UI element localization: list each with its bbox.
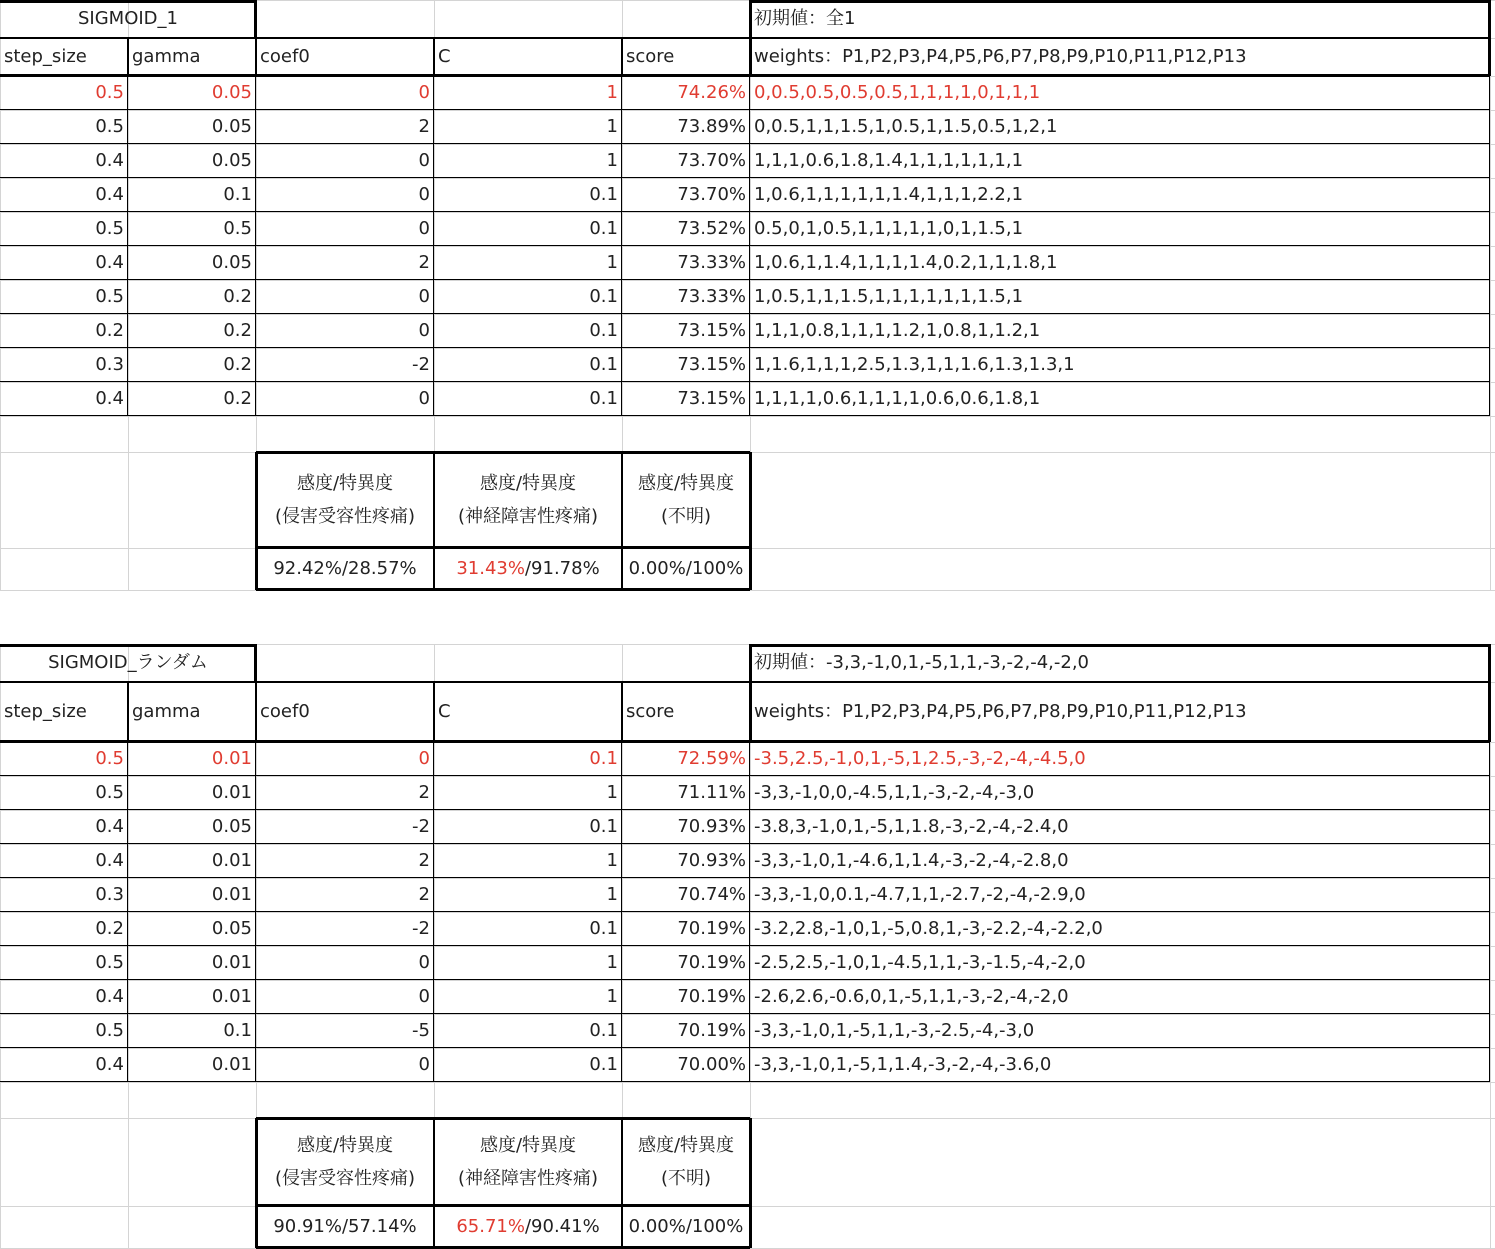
cell-score: 73.89% xyxy=(677,116,746,137)
cell-C: 1 xyxy=(606,82,618,103)
cell-gamma: 0.1 xyxy=(223,184,252,205)
cell-step-size: 0.5 xyxy=(95,952,124,973)
column-header-coef0: coef0 xyxy=(260,701,310,722)
cell-gamma: 0.05 xyxy=(211,252,252,273)
cell-score: 73.15% xyxy=(677,354,746,375)
cell-C: 0.1 xyxy=(589,354,618,375)
cell-C: 0.1 xyxy=(589,1020,618,1041)
border-line xyxy=(621,38,623,76)
summary-value xyxy=(622,1206,750,1248)
cell-gamma: 0.1 xyxy=(223,1020,252,1041)
cell-step-size: 0.2 xyxy=(95,320,124,341)
cell-C: 1 xyxy=(606,850,618,871)
border-line xyxy=(0,843,1490,844)
column-header-gamma: gamma xyxy=(132,46,201,67)
border-line xyxy=(750,644,1490,647)
summary-header-line: (神経障害性疼痛) xyxy=(457,1168,599,1189)
cell-step-size: 0.5 xyxy=(95,782,124,803)
cell-step-size: 0.5 xyxy=(95,218,124,239)
cell-weights: -3,3,-1,0,1,-4.6,1,1.4,-3,-2,-4,-2.8,0 xyxy=(754,850,1069,871)
cell-weights: -3.8,3,-1,0,1,-5,1,1.8,-3,-2,-4,-2.4,0 xyxy=(754,816,1069,837)
cell-score: 70.19% xyxy=(677,918,746,939)
cell-weights: -3.5,2.5,-1,0,1,-5,1,2.5,-3,-2,-4,-4.5,0 xyxy=(754,748,1086,769)
cell-score: 70.00% xyxy=(677,1054,746,1075)
border-line xyxy=(0,1081,1490,1082)
cell-C: 0.1 xyxy=(589,184,618,205)
summary-header xyxy=(434,1118,622,1206)
border-line xyxy=(621,682,623,742)
cell-step-size: 0.2 xyxy=(95,918,124,939)
column-header-score: score xyxy=(626,46,675,67)
border-line xyxy=(1489,76,1490,416)
cell-C: 1 xyxy=(606,884,618,905)
summary-header-line: 感度/特異度 xyxy=(637,1135,735,1156)
cell-score: 73.15% xyxy=(677,320,746,341)
border-line xyxy=(255,1118,258,1248)
cell-coef0: 0 xyxy=(418,1054,430,1075)
cell-score: 70.19% xyxy=(677,1020,746,1041)
cell-weights: -3,3,-1,0,1,-5,1,1,-3,-2.5,-4,-3,0 xyxy=(754,1020,1035,1041)
cell-C: 1 xyxy=(606,252,618,273)
border-line xyxy=(621,76,622,416)
summary-header-line: 感度/特異度 xyxy=(479,1135,577,1156)
cell-gamma: 0.2 xyxy=(223,388,252,409)
border-line xyxy=(0,313,1490,314)
border-line xyxy=(255,742,256,1082)
cell-coef0: 2 xyxy=(418,782,430,803)
cell-coef0: -2 xyxy=(412,354,430,375)
cell-weights: 1,1.6,1,1,1,2.5,1.3,1,1,1.6,1.3,1.3,1 xyxy=(754,354,1075,375)
cell-coef0: -2 xyxy=(412,918,430,939)
cell-score: 73.52% xyxy=(677,218,746,239)
cell-C: 0.1 xyxy=(589,918,618,939)
column-header-step_size: step_size xyxy=(4,46,87,67)
summary-value xyxy=(434,1206,622,1248)
border-line xyxy=(0,644,256,647)
column-header-weights: weights：P1,P2,P3,P4,P5,P6,P7,P8,P9,P10,P11,P12,P13 xyxy=(754,46,1247,67)
border-line xyxy=(256,1204,750,1207)
border-line xyxy=(0,1047,1490,1048)
cell-step-size: 0.4 xyxy=(95,816,124,837)
cell-step-size: 0.4 xyxy=(95,986,124,1007)
border-line xyxy=(256,546,750,549)
cell-C: 0.1 xyxy=(589,320,618,341)
cell-weights: 1,1,1,0.8,1,1,1,1.2,1,0.8,1,1.2,1 xyxy=(754,320,1041,341)
border-line xyxy=(0,143,1490,144)
border-line xyxy=(0,0,256,3)
summary-value xyxy=(622,548,750,590)
border-line xyxy=(749,452,752,590)
cell-coef0: -5 xyxy=(412,1020,430,1041)
border-line xyxy=(256,588,750,591)
cell-weights: -3,3,-1,0,0,-4.5,1,1,-3,-2,-4,-3,0 xyxy=(754,782,1035,803)
cell-gamma: 0.5 xyxy=(223,218,252,239)
column-header-coef0: coef0 xyxy=(260,46,310,67)
cell-weights: 1,0.5,1,1,1.5,1,1,1,1,1,1,1.5,1 xyxy=(754,286,1024,307)
border-line xyxy=(749,742,750,1082)
border-line xyxy=(433,682,435,742)
cell-coef0: 0 xyxy=(418,748,430,769)
cell-coef0: 0 xyxy=(418,986,430,1007)
border-line xyxy=(749,76,750,416)
cell-C: 0.1 xyxy=(589,1054,618,1075)
cell-weights: 0,0.5,0.5,0.5,0.5,1,1,1,1,0,1,1,1 xyxy=(754,82,1041,103)
border-line xyxy=(749,1118,752,1248)
cell-gamma: 0.05 xyxy=(211,116,252,137)
cell-step-size: 0.4 xyxy=(95,184,124,205)
border-line xyxy=(621,742,622,1082)
cell-weights: 0,0.5,1,1,1.5,1,0.5,1,1.5,0.5,1,2,1 xyxy=(754,116,1058,137)
cell-step-size: 0.5 xyxy=(95,116,124,137)
border-line xyxy=(127,38,129,76)
summary-value xyxy=(256,548,434,590)
cell-coef0: 0 xyxy=(418,218,430,239)
cell-C: 1 xyxy=(606,150,618,171)
cell-weights: 1,1,1,0.6,1.8,1.4,1,1,1,1,1,1,1 xyxy=(754,150,1024,171)
cell-score: 70.19% xyxy=(677,986,746,1007)
cell-weights: -3,3,-1,0,1,-5,1,1.4,-3,-2,-4,-3.6,0 xyxy=(754,1054,1052,1075)
border-line xyxy=(433,76,434,416)
border-line xyxy=(0,740,1490,743)
cell-step-size: 0.4 xyxy=(95,1054,124,1075)
summary-value-text: /91.78% xyxy=(524,558,600,579)
cell-gamma: 0.01 xyxy=(211,952,252,973)
summary-header xyxy=(256,452,434,548)
cell-gamma: 0.05 xyxy=(211,82,252,103)
cell-gamma: 0.05 xyxy=(211,918,252,939)
cell-coef0: 2 xyxy=(418,116,430,137)
column-header-score: score xyxy=(626,701,675,722)
summary-header-line: 感度/特異度 xyxy=(296,1135,394,1156)
column-header-weights: weights：P1,P2,P3,P4,P5,P6,P7,P8,P9,P10,P11,P12,P13 xyxy=(754,701,1247,722)
cell-gamma: 0.2 xyxy=(223,286,252,307)
summary-header xyxy=(622,1118,750,1206)
section-title: SIGMOID_ランダム xyxy=(48,652,208,673)
border-line xyxy=(0,415,1490,416)
border-line xyxy=(255,452,258,590)
border-line xyxy=(1488,644,1491,742)
cell-gamma: 0.01 xyxy=(211,1054,252,1075)
cell-coef0: 2 xyxy=(418,252,430,273)
column-header-step_size: step_size xyxy=(4,701,87,722)
cell-step-size: 0.5 xyxy=(95,286,124,307)
summary-header xyxy=(434,452,622,548)
cell-score: 73.15% xyxy=(677,388,746,409)
column-header-C: C xyxy=(438,46,451,67)
gridline xyxy=(0,416,1495,417)
border-line xyxy=(0,1013,1490,1014)
summary-value-text: 92.42%/28.57% xyxy=(273,558,417,579)
border-line xyxy=(127,682,129,742)
cell-C: 0.1 xyxy=(589,816,618,837)
summary-header-line: (侵害受容性疼痛) xyxy=(274,506,416,527)
summary-value xyxy=(434,548,622,590)
cell-step-size: 0.5 xyxy=(95,748,124,769)
cell-step-size: 0.3 xyxy=(95,354,124,375)
border-line xyxy=(0,347,1490,348)
summary-value-text: 0.00%/100% xyxy=(628,1216,744,1237)
border-line xyxy=(127,742,128,1082)
cell-score: 73.33% xyxy=(677,286,746,307)
border-line xyxy=(433,38,435,76)
cell-gamma: 0.2 xyxy=(223,354,252,375)
border-line xyxy=(0,245,1490,246)
cell-score: 70.93% xyxy=(677,816,746,837)
summary-value-text: 0.00%/100% xyxy=(628,558,744,579)
border-line xyxy=(0,809,1490,810)
border-line xyxy=(749,644,752,742)
cell-score: 73.70% xyxy=(677,184,746,205)
cell-C: 0.1 xyxy=(589,388,618,409)
summary-value-highlight: 31.43% xyxy=(456,558,525,579)
cell-step-size: 0.5 xyxy=(95,1020,124,1041)
border-line xyxy=(0,37,1490,39)
cell-weights: -3.2,2.8,-1,0,1,-5,0.8,1,-3,-2.2,-4,-2.2,0 xyxy=(754,918,1103,939)
border-line xyxy=(621,1118,623,1248)
cell-gamma: 0.01 xyxy=(211,850,252,871)
cell-step-size: 0.4 xyxy=(95,850,124,871)
cell-coef0: 0 xyxy=(418,952,430,973)
border-line xyxy=(0,74,1490,77)
cell-gamma: 0.01 xyxy=(211,884,252,905)
summary-header-line: 感度/特異度 xyxy=(296,473,394,494)
cell-gamma: 0.01 xyxy=(211,782,252,803)
cell-weights: -3,3,-1,0,0.1,-4.7,1,1,-2.7,-2,-4,-2.9,0 xyxy=(754,884,1086,905)
border-line xyxy=(254,644,257,682)
cell-weights: 1,0.6,1,1,1,1,1,1.4,1,1,1,2.2,1 xyxy=(754,184,1024,205)
cell-C: 1 xyxy=(606,986,618,1007)
border-line xyxy=(0,775,1490,776)
cell-gamma: 0.01 xyxy=(211,986,252,1007)
summary-header-line: (侵害受容性疼痛) xyxy=(274,1168,416,1189)
cell-step-size: 0.4 xyxy=(95,150,124,171)
cell-coef0: 0 xyxy=(418,150,430,171)
border-line xyxy=(255,76,256,416)
summary-header xyxy=(256,1118,434,1206)
border-line xyxy=(0,979,1490,980)
initial-values: 初期値：-3,3,-1,0,1,-5,1,1,-3,-2,-4,-2,0 xyxy=(754,652,1090,673)
summary-header-line: (不明) xyxy=(660,1168,712,1189)
cell-gamma: 0.01 xyxy=(211,748,252,769)
summary-header-line: 感度/特異度 xyxy=(479,473,577,494)
cell-score: 70.93% xyxy=(677,850,746,871)
border-line xyxy=(0,211,1490,212)
summary-value-text: /90.41% xyxy=(524,1216,600,1237)
cell-C: 1 xyxy=(606,116,618,137)
border-line xyxy=(433,452,435,590)
initial-values: 初期値：全1 xyxy=(754,8,856,29)
cell-coef0: 2 xyxy=(418,884,430,905)
border-line xyxy=(0,877,1490,878)
border-line xyxy=(0,381,1490,382)
summary-header-line: (神経障害性疼痛) xyxy=(457,506,599,527)
border-line xyxy=(433,742,434,1082)
cell-C: 1 xyxy=(606,952,618,973)
cell-weights: 1,1,1,1,0.6,1,1,1,1,0.6,0.6,1.8,1 xyxy=(754,388,1041,409)
summary-value-text: 90.91%/57.14% xyxy=(273,1216,417,1237)
cell-step-size: 0.4 xyxy=(95,252,124,273)
border-line xyxy=(0,177,1490,178)
cell-step-size: 0.4 xyxy=(95,388,124,409)
cell-coef0: 2 xyxy=(418,850,430,871)
cell-C: 0.1 xyxy=(589,218,618,239)
cell-score: 73.70% xyxy=(677,150,746,171)
summary-header-line: (不明) xyxy=(660,506,712,527)
cell-coef0: -2 xyxy=(412,816,430,837)
cell-step-size: 0.5 xyxy=(95,82,124,103)
border-line xyxy=(433,1118,435,1248)
cell-coef0: 0 xyxy=(418,82,430,103)
column-header-C: C xyxy=(438,701,451,722)
summary-header xyxy=(622,452,750,548)
border-line xyxy=(256,1117,750,1120)
gridline xyxy=(1490,0,1491,590)
cell-C: 0.1 xyxy=(589,286,618,307)
cell-score: 74.26% xyxy=(677,82,746,103)
cell-C: 0.1 xyxy=(589,748,618,769)
border-line xyxy=(127,76,128,416)
cell-C: 1 xyxy=(606,782,618,803)
cell-score: 71.11% xyxy=(677,782,746,803)
border-line xyxy=(255,38,257,76)
cell-weights: -2.5,2.5,-1,0,1,-4.5,1,1,-3,-1.5,-4,-2,0 xyxy=(754,952,1086,973)
gridline xyxy=(0,1082,1495,1083)
summary-value xyxy=(256,1206,434,1248)
border-line xyxy=(0,681,1490,683)
summary-header-line: 感度/特異度 xyxy=(637,473,735,494)
cell-weights: 1,0.6,1,1.4,1,1,1,1.4,0.2,1,1,1.8,1 xyxy=(754,252,1058,273)
cell-coef0: 0 xyxy=(418,388,430,409)
cell-weights: -2.6,2.6,-0.6,0,1,-5,1,1,-3,-2,-4,-2,0 xyxy=(754,986,1069,1007)
section-title: SIGMOID_1 xyxy=(77,8,178,29)
border-line xyxy=(0,911,1490,912)
border-line xyxy=(1489,742,1490,1082)
cell-gamma: 0.05 xyxy=(211,816,252,837)
cell-step-size: 0.3 xyxy=(95,884,124,905)
cell-coef0: 0 xyxy=(418,184,430,205)
border-line xyxy=(750,0,1490,3)
border-line xyxy=(255,682,257,742)
border-line xyxy=(0,279,1490,280)
cell-score: 73.33% xyxy=(677,252,746,273)
cell-score: 70.74% xyxy=(677,884,746,905)
column-header-gamma: gamma xyxy=(132,701,201,722)
cell-score: 70.19% xyxy=(677,952,746,973)
cell-coef0: 0 xyxy=(418,320,430,341)
border-line xyxy=(254,0,257,38)
cell-coef0: 0 xyxy=(418,286,430,307)
border-line xyxy=(0,945,1490,946)
summary-value-highlight: 65.71% xyxy=(456,1216,525,1237)
cell-gamma: 0.2 xyxy=(223,320,252,341)
cell-gamma: 0.05 xyxy=(211,150,252,171)
cell-score: 72.59% xyxy=(677,748,746,769)
border-line xyxy=(256,451,750,454)
border-line xyxy=(0,109,1490,110)
border-line xyxy=(621,452,623,590)
cell-weights: 0.5,0,1,0.5,1,1,1,1,1,0,1,1.5,1 xyxy=(754,218,1024,239)
